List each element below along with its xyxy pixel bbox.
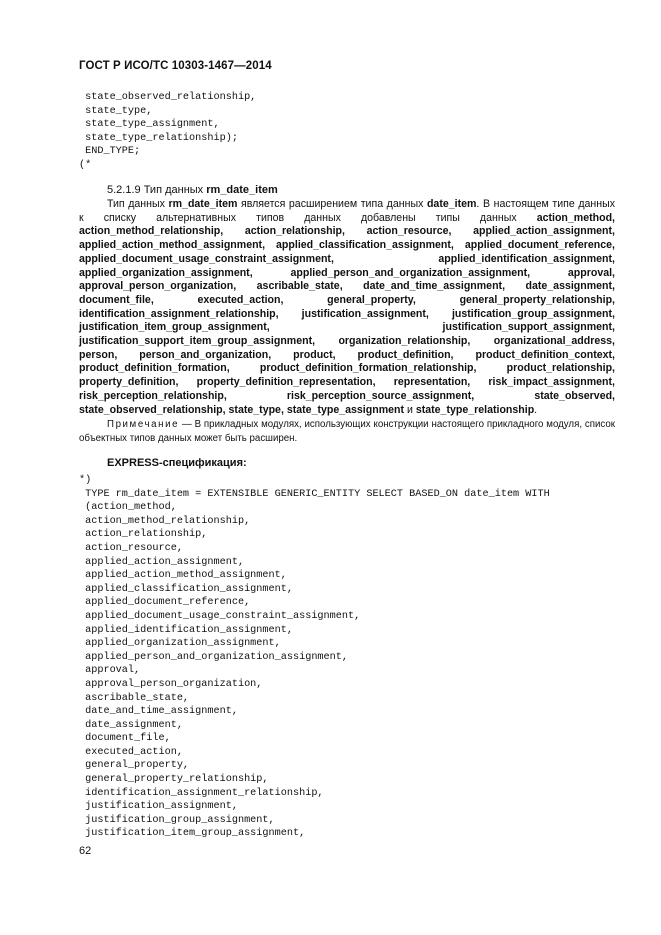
code-block-top [79, 91, 639, 173]
para-text-3: . В настоящем типе данных к списку альтернативных типов данных добавлены типы данных [79, 198, 615, 224]
code-main-line: justification_assignment, [79, 801, 238, 813]
code-main-line: approval_person_organization, [79, 678, 263, 690]
code-main-line: ascribable_state, [79, 692, 190, 704]
code-main-line: *) [79, 475, 92, 486]
para-text-4: и [404, 403, 416, 416]
note-paragraph [79, 418, 615, 445]
code-main-line: (action_method, [79, 502, 177, 514]
code-main-line: applied_document_reference, [79, 597, 251, 609]
section-number-text: 5.2.1.9 Тип данных [107, 184, 207, 196]
code-main-line: action_resource, [79, 542, 183, 554]
code-main-line: document_file, [79, 733, 171, 745]
para-text-1: Тип данных [107, 198, 169, 210]
note-text: — В прикладных модулях, использующих конструкции настоящего прикладного модуля, список объектных типов данных может быть расширен. [79, 419, 615, 444]
code-main-line: action_method_relationship, [79, 515, 251, 527]
code-main-line: approval, [79, 665, 141, 677]
code-main-line: action_relationship, [79, 529, 208, 541]
note-label: Примечание [107, 419, 180, 430]
para-base-type: date_item [426, 198, 477, 210]
code-main-line: justification_group_assignment, [79, 814, 275, 826]
para-type-name: rm_date_item [168, 198, 238, 210]
section-heading [107, 184, 278, 196]
express-heading: EXPRESS-спецификация: [107, 457, 247, 469]
code-block-main [79, 474, 639, 841]
code-top-line: END_TYPE; [79, 146, 141, 158]
description-paragraph [79, 198, 615, 417]
code-main-line: date_and_time_assignment, [79, 706, 238, 718]
code-main-line: applied_document_usage_constraint_assignment, [79, 610, 361, 622]
para-text-2: является расширением типа данных [237, 198, 427, 210]
code-main-line: general_property, [79, 760, 190, 772]
code-main-line: executed_action, [79, 746, 183, 758]
code-main-line: date_assignment, [79, 719, 183, 731]
code-main-line: applied_action_method_assignment, [79, 570, 287, 582]
code-top-line: state_observed_relationship, [79, 92, 257, 103]
code-main-line: TYPE rm_date_item = EXTENSIBLE GENERIC_ENTITY SELECT BASED_ON date_item WITH [79, 488, 550, 500]
code-main-line: applied_organization_assignment, [79, 638, 281, 650]
code-top-line: state_type, [79, 105, 153, 117]
para-text-end: . [534, 403, 538, 416]
document-header: ГОСТ Р ИСО/ТС 10303-1467—2014 [79, 60, 272, 72]
code-main-line: identification_assignment_relationship, [79, 787, 324, 799]
page-number: 62 [79, 845, 92, 857]
para-type-list: action_method, action_method_relationship, action_relationship, action_resource, applied_action_assignment, applied_action_method_assignment, applied_classification_assignment, applied_document_reference, applied_document_usage_constraint_assignment, applied_identification_assignment, applied_organization_assignment, applied_person_and_organization_assignment, approval, approval_person_organization, ascribable_state, date_and_time_assignment, date_assignment, document_file, executed_action, general_property, general_property_relationship, identification_assignment_relationship, justification_assignment, justification_group_assignment, justification_item_group_assignment, justification_support_assignment, justification_support_item_group_assignment, organization_relationship, organizational_address, person, person_and_organization, product, product_definition, product_definition_context, product_definition_formation, product_definition_formation_relationship, product_relationship, property_definition, property_definition_representation, representation, risk_impact_assignment, risk_perception_relationship, risk_perception_source_assignment, state_observed, state_observed_relationship, state_type, state_type_assignment [79, 211, 615, 416]
code-top-line: state_type_assignment, [79, 119, 220, 131]
code-main-line: applied_identification_assignment, [79, 624, 293, 636]
code-main-line: applied_classification_assignment, [79, 583, 293, 595]
code-main-line: applied_action_assignment, [79, 556, 245, 568]
section-type-name: rm_date_item [206, 184, 278, 196]
para-last-type: state_type_relationship [415, 403, 535, 416]
code-main-line: general_property_relationship, [79, 774, 269, 786]
code-main-line: justification_item_group_assignment, [79, 828, 306, 840]
code-top-line: state_type_relationship); [79, 132, 238, 144]
code-main-line: applied_person_and_organization_assignment, [79, 651, 348, 663]
code-top-line: (* [79, 159, 92, 171]
